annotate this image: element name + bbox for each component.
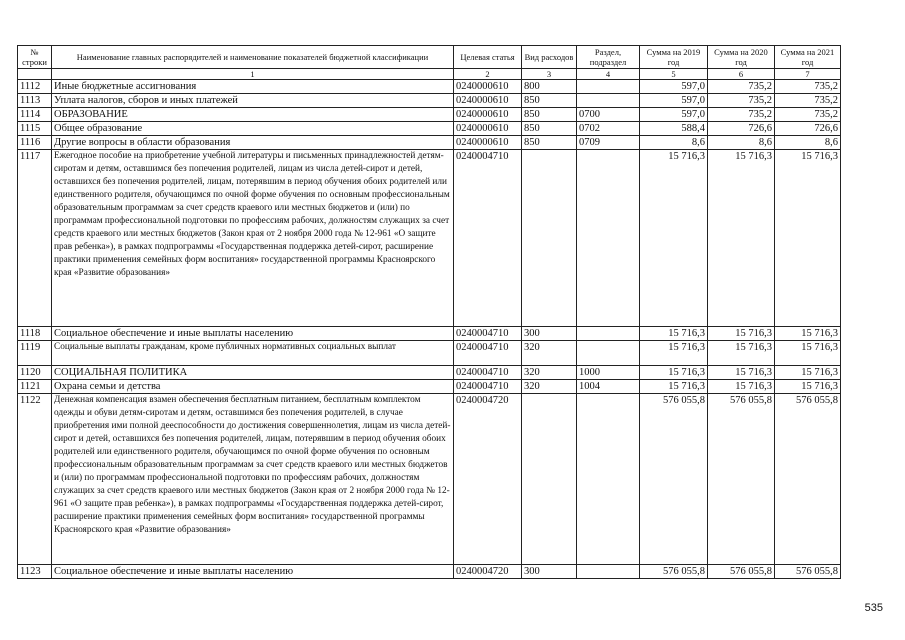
row-number-cell: 1113 <box>18 94 52 108</box>
table-row <box>18 122 841 136</box>
header-sum-2021: Сумма на 2021 год <box>775 46 841 69</box>
name-cell: Охрана семьи и детства <box>52 380 454 394</box>
page-number: 535 <box>864 602 883 614</box>
target-cell: 0240000610 <box>454 122 522 136</box>
column-index: 1 <box>52 69 454 80</box>
section-cell: 1004 <box>577 380 640 394</box>
name-cell: Общее образование <box>52 122 454 136</box>
section-cell: 0700 <box>577 108 640 122</box>
target-cell: 0240004710 <box>454 327 522 341</box>
name-cell: Ежегодное пособие на приобретение учебной литературы и письменных принадлежностей детям-сиротам и детям, оставшимся без попечения родителей, лицам из числа детей-сирот и детей, оставшихся без попечения родителей, лицам, потерявшим в период обучения обоих родителей или единственного родителя, обучающимся по очной форме обучения по основным профессиональным образовательным программам за счет средств краевого или местных бюджетов и (или) по программам профессиональной подготовки по профессиям рабочих, должностям служащих за счет средств краевого или местных бюджетов (Закон края от 2 ноября 2000 года № 12-961 «О защите прав ребенка»), в рамках подпрограммы «Государственная поддержка детей-сирот, расширение практики применения семейных форм воспитания» государственной программы Красноярского края «Развитие образования» <box>52 150 454 327</box>
sum-2019-cell: 15 716,3 <box>640 366 708 380</box>
sum-2021-cell: 735,2 <box>775 80 841 94</box>
header-name: Наименование главных распорядителей и наименование показателей бюджетной классификации <box>52 46 454 69</box>
sum-2020-cell: 576 055,8 <box>708 394 775 565</box>
target-cell: 0240004720 <box>454 565 522 579</box>
sum-2019-cell: 597,0 <box>640 108 708 122</box>
expense-cell: 320 <box>522 341 577 366</box>
sum-2020-cell: 15 716,3 <box>708 380 775 394</box>
expense-cell: 850 <box>522 108 577 122</box>
table-row <box>18 341 841 366</box>
sum-2020-cell: 15 716,3 <box>708 150 775 327</box>
sum-2019-cell: 588,4 <box>640 122 708 136</box>
budget-table <box>17 45 841 579</box>
sum-2020-cell: 735,2 <box>708 108 775 122</box>
row-number-cell: 1121 <box>18 380 52 394</box>
sum-2021-cell: 576 055,8 <box>775 565 841 579</box>
sum-2019-cell: 15 716,3 <box>640 341 708 366</box>
sum-2021-cell: 15 716,3 <box>775 366 841 380</box>
name-cell: Другие вопросы в области образования <box>52 136 454 150</box>
expense-cell: 300 <box>522 327 577 341</box>
table-row <box>18 136 841 150</box>
sum-2020-cell: 15 716,3 <box>708 366 775 380</box>
sum-2021-cell: 726,6 <box>775 122 841 136</box>
target-cell: 0240000610 <box>454 94 522 108</box>
column-index: 5 <box>640 69 708 80</box>
sum-2021-cell: 15 716,3 <box>775 150 841 327</box>
sum-2019-cell: 15 716,3 <box>640 150 708 327</box>
sum-2021-cell: 8,6 <box>775 136 841 150</box>
section-cell <box>577 327 640 341</box>
table-row <box>18 108 841 122</box>
target-cell: 0240000610 <box>454 108 522 122</box>
table-row <box>18 327 841 341</box>
header-row-no: № строки <box>18 46 52 69</box>
header-target: Целевая статья <box>454 46 522 69</box>
table-header-row <box>18 46 841 69</box>
expense-cell: 850 <box>522 136 577 150</box>
section-cell: 0709 <box>577 136 640 150</box>
name-cell: Денежная компенсация взамен обеспечения бесплатным питанием, бесплатным комплектом одежды и обуви детям-сиротам и детям, оставшимся без попечения родителей, в случае приобретения ими полной дееспособности до достижения совершеннолетия, лицам из числа детей-сирот и детей, оставшихся без попечения родителей, лицам, потерявшим в период обучения обоих родителей или единственного родителя, обучающимся по очной форме обучения по основным профессиональным образовательным программам за счет средств краевого или местных бюджетов и (или) по программам профессиональной подготовки по профессиям рабочих, должностям служащих за счет средств краевого или местных бюджетов (Закон края от 2 ноября 2000 года № 12-961 «О защите прав ребенка»), в рамках подпрограммы «Государственная поддержка детей-сирот, расширение практики применения семейных форм воспитания» государственной программы Красноярского края «Развитие образования» <box>52 394 454 565</box>
sum-2021-cell: 15 716,3 <box>775 341 841 366</box>
header-sum-2019: Сумма на 2019 год <box>640 46 708 69</box>
sum-2020-cell: 735,2 <box>708 80 775 94</box>
expense-cell: 800 <box>522 80 577 94</box>
section-cell <box>577 80 640 94</box>
sum-2021-cell: 15 716,3 <box>775 327 841 341</box>
header-sum-2020: Сумма на 2020 год <box>708 46 775 69</box>
sum-2021-cell: 15 716,3 <box>775 380 841 394</box>
target-cell: 0240004710 <box>454 341 522 366</box>
row-number-cell: 1114 <box>18 108 52 122</box>
section-cell <box>577 394 640 565</box>
section-cell: 0702 <box>577 122 640 136</box>
row-number-cell: 1120 <box>18 366 52 380</box>
expense-cell <box>522 394 577 565</box>
expense-cell: 850 <box>522 94 577 108</box>
sum-2020-cell: 15 716,3 <box>708 327 775 341</box>
expense-cell: 320 <box>522 366 577 380</box>
name-cell: Социальное обеспечение и иные выплаты населению <box>52 565 454 579</box>
sum-2020-cell: 15 716,3 <box>708 341 775 366</box>
row-number-cell: 1122 <box>18 394 52 565</box>
target-cell: 0240004710 <box>454 150 522 327</box>
column-index: 4 <box>577 69 640 80</box>
table-row <box>18 366 841 380</box>
name-cell: Социальное обеспечение и иные выплаты населению <box>52 327 454 341</box>
row-number-cell: 1119 <box>18 341 52 366</box>
section-cell: 1000 <box>577 366 640 380</box>
column-index <box>18 69 52 80</box>
row-number-cell: 1118 <box>18 327 52 341</box>
name-cell: ОБРАЗОВАНИЕ <box>52 108 454 122</box>
target-cell: 0240000610 <box>454 136 522 150</box>
expense-cell <box>522 150 577 327</box>
target-cell: 0240004710 <box>454 380 522 394</box>
sum-2019-cell: 15 716,3 <box>640 380 708 394</box>
section-cell <box>577 565 640 579</box>
target-cell: 0240004720 <box>454 394 522 565</box>
header-section: Раздел, подраздел <box>577 46 640 69</box>
section-cell <box>577 150 640 327</box>
column-index: 7 <box>775 69 841 80</box>
name-cell: СОЦИАЛЬНАЯ ПОЛИТИКА <box>52 366 454 380</box>
header-expense: Вид расходов <box>522 46 577 69</box>
sum-2021-cell: 735,2 <box>775 108 841 122</box>
section-cell <box>577 341 640 366</box>
row-number-cell: 1112 <box>18 80 52 94</box>
expense-cell: 320 <box>522 380 577 394</box>
row-number-cell: 1115 <box>18 122 52 136</box>
name-cell: Социальные выплаты гражданам, кроме публичных нормативных социальных выплат <box>52 341 454 366</box>
name-cell: Уплата налогов, сборов и иных платежей <box>52 94 454 108</box>
column-index: 2 <box>454 69 522 80</box>
table-row <box>18 150 841 327</box>
section-cell <box>577 94 640 108</box>
column-index-row <box>18 69 841 80</box>
table-body <box>18 80 841 579</box>
sum-2020-cell: 735,2 <box>708 94 775 108</box>
sum-2021-cell: 576 055,8 <box>775 394 841 565</box>
table-row <box>18 394 841 565</box>
table-row <box>18 565 841 579</box>
sum-2020-cell: 726,6 <box>708 122 775 136</box>
expense-cell: 850 <box>522 122 577 136</box>
table-row <box>18 94 841 108</box>
table-row <box>18 80 841 94</box>
sum-2019-cell: 597,0 <box>640 80 708 94</box>
table-row <box>18 380 841 394</box>
sum-2021-cell: 735,2 <box>775 94 841 108</box>
column-index: 3 <box>522 69 577 80</box>
column-index: 6 <box>708 69 775 80</box>
sum-2020-cell: 576 055,8 <box>708 565 775 579</box>
target-cell: 0240004710 <box>454 366 522 380</box>
row-number-cell: 1117 <box>18 150 52 327</box>
sum-2020-cell: 8,6 <box>708 136 775 150</box>
row-number-cell: 1123 <box>18 565 52 579</box>
sum-2019-cell: 15 716,3 <box>640 327 708 341</box>
name-cell: Иные бюджетные ассигнования <box>52 80 454 94</box>
row-number-cell: 1116 <box>18 136 52 150</box>
sum-2019-cell: 576 055,8 <box>640 394 708 565</box>
sum-2019-cell: 8,6 <box>640 136 708 150</box>
sum-2019-cell: 597,0 <box>640 94 708 108</box>
target-cell: 0240000610 <box>454 80 522 94</box>
sum-2019-cell: 576 055,8 <box>640 565 708 579</box>
expense-cell: 300 <box>522 565 577 579</box>
